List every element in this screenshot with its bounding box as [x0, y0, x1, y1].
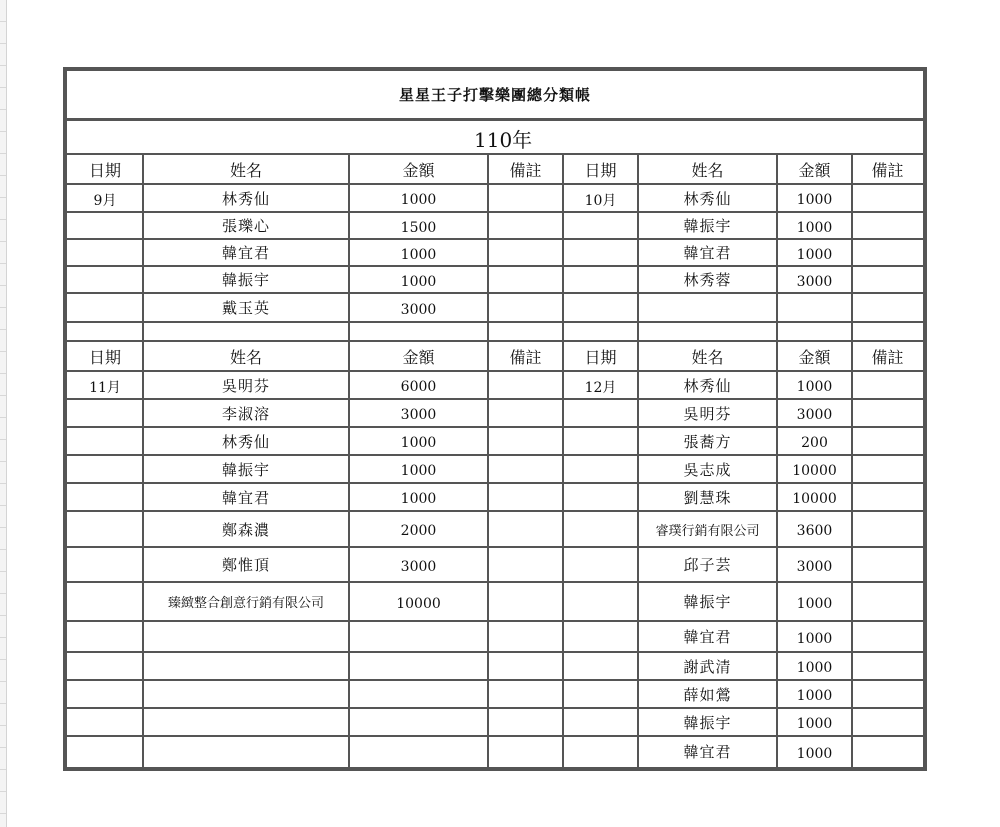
- header-note-cell[interactable]: 備註: [871, 347, 904, 367]
- month-cell[interactable]: 10月: [584, 193, 617, 209]
- amount-cell[interactable]: 1000: [796, 379, 833, 395]
- name-cell[interactable]: 睿璞行銷有限公司: [655, 523, 760, 539]
- name-cell[interactable]: 鄭森濃: [221, 520, 270, 539]
- name-cell[interactable]: 林秀蓉: [683, 271, 732, 289]
- header-date-cell[interactable]: 日期: [88, 161, 121, 180]
- month-cell[interactable]: 9月: [93, 193, 117, 209]
- grid-column-line: [562, 155, 564, 767]
- amount-cell[interactable]: 1000: [796, 246, 833, 263]
- name-cell[interactable]: 劉慧珠: [683, 488, 732, 507]
- ledger-title-row: [67, 71, 923, 121]
- amount-cell[interactable]: 1000: [796, 219, 833, 236]
- name-cell[interactable]: 韓宜君: [683, 628, 732, 646]
- header-name-cell[interactable]: 姓名: [229, 161, 262, 180]
- amount-cell[interactable]: 1000: [400, 435, 437, 451]
- amount-cell[interactable]: 10000: [792, 491, 837, 507]
- name-cell[interactable]: 林秀仙: [683, 376, 732, 395]
- amount-cell[interactable]: 1000: [796, 630, 833, 647]
- ledger-year: 110年: [474, 128, 533, 152]
- amount-cell[interactable]: 1000: [796, 660, 833, 676]
- name-cell[interactable]: 臻緻整合創意行銷有限公司: [167, 596, 324, 611]
- amount-cell[interactable]: 3000: [796, 407, 833, 423]
- header-name-cell[interactable]: 姓名: [229, 347, 262, 367]
- name-cell[interactable]: 張瓅心: [221, 217, 270, 235]
- amount-cell[interactable]: 1000: [400, 273, 437, 290]
- amount-cell[interactable]: 1000: [796, 192, 833, 208]
- amount-cell[interactable]: 1000: [400, 463, 437, 479]
- ledger-table: [63, 67, 927, 771]
- amount-cell[interactable]: 2000: [400, 523, 437, 539]
- name-cell[interactable]: 韓宜君: [221, 488, 270, 507]
- ledger-title: 星星王子打擊樂團總分類帳: [398, 86, 591, 104]
- name-cell[interactable]: 林秀仙: [683, 189, 732, 208]
- header-note-cell[interactable]: 備註: [871, 161, 904, 180]
- name-cell[interactable]: 薛如鶯: [683, 685, 732, 704]
- header-note-cell[interactable]: 備註: [509, 347, 542, 367]
- amount-cell[interactable]: 1000: [796, 716, 833, 732]
- name-cell[interactable]: 鄭惟頂: [221, 556, 270, 574]
- name-cell[interactable]: 李淑溶: [221, 404, 270, 423]
- header-amount-cell[interactable]: 金額: [402, 161, 435, 180]
- header-date-cell[interactable]: 日期: [584, 347, 617, 367]
- header-amount-cell[interactable]: 金額: [798, 161, 831, 180]
- name-cell[interactable]: 韓宜君: [683, 244, 732, 262]
- amount-cell[interactable]: 6000: [400, 379, 437, 395]
- amount-cell[interactable]: 10000: [396, 595, 441, 612]
- amount-cell[interactable]: 3000: [796, 273, 833, 290]
- name-cell[interactable]: 林秀仙: [221, 189, 270, 208]
- header-date-cell[interactable]: 日期: [88, 347, 121, 367]
- amount-cell[interactable]: 3600: [796, 523, 833, 539]
- name-cell[interactable]: 韓振宇: [683, 217, 732, 235]
- month-cell[interactable]: 11月: [89, 380, 121, 396]
- name-cell[interactable]: 韓宜君: [221, 244, 270, 262]
- amount-cell[interactable]: 3000: [400, 558, 437, 575]
- amount-cell[interactable]: 1000: [796, 595, 833, 612]
- name-cell[interactable]: 韓振宇: [683, 593, 732, 611]
- name-cell[interactable]: 吳明芬: [683, 404, 732, 423]
- amount-cell[interactable]: 10000: [792, 463, 837, 479]
- amount-cell[interactable]: 1000: [796, 688, 833, 704]
- name-cell[interactable]: 張蕎方: [683, 432, 732, 451]
- name-cell[interactable]: 韓振宇: [221, 460, 270, 479]
- name-cell[interactable]: 吳志成: [683, 460, 732, 479]
- amount-cell[interactable]: 1500: [400, 219, 437, 236]
- header-note-cell[interactable]: 備註: [509, 161, 542, 180]
- name-cell[interactable]: 邱子芸: [683, 556, 732, 574]
- amount-cell[interactable]: 1000: [400, 192, 437, 208]
- month-cell[interactable]: 12月: [584, 380, 617, 396]
- amount-cell[interactable]: 1000: [400, 491, 437, 507]
- amount-cell[interactable]: 3000: [400, 407, 437, 423]
- name-cell[interactable]: 韓宜君: [683, 743, 732, 761]
- ledger-year-row: [67, 121, 923, 155]
- header-amount-cell[interactable]: 金額: [798, 347, 831, 367]
- name-cell[interactable]: 戴玉英: [221, 299, 270, 317]
- header-name-cell[interactable]: 姓名: [691, 347, 724, 367]
- amount-cell[interactable]: 3000: [796, 558, 833, 575]
- amount-cell[interactable]: 200: [801, 435, 828, 451]
- name-cell[interactable]: 林秀仙: [221, 432, 270, 451]
- amount-cell[interactable]: 3000: [400, 301, 437, 318]
- name-cell[interactable]: 韓振宇: [221, 271, 270, 289]
- name-cell[interactable]: 吳明芬: [221, 376, 270, 395]
- amount-cell[interactable]: 1000: [796, 745, 833, 762]
- header-amount-cell[interactable]: 金額: [402, 347, 435, 367]
- amount-cell[interactable]: 1000: [400, 246, 437, 263]
- header-date-cell[interactable]: 日期: [584, 161, 617, 180]
- header-name-cell[interactable]: 姓名: [691, 161, 724, 180]
- name-cell[interactable]: 謝武清: [683, 657, 732, 676]
- sheet-row-ruler: [0, 0, 7, 827]
- name-cell[interactable]: 韓振宇: [683, 713, 732, 732]
